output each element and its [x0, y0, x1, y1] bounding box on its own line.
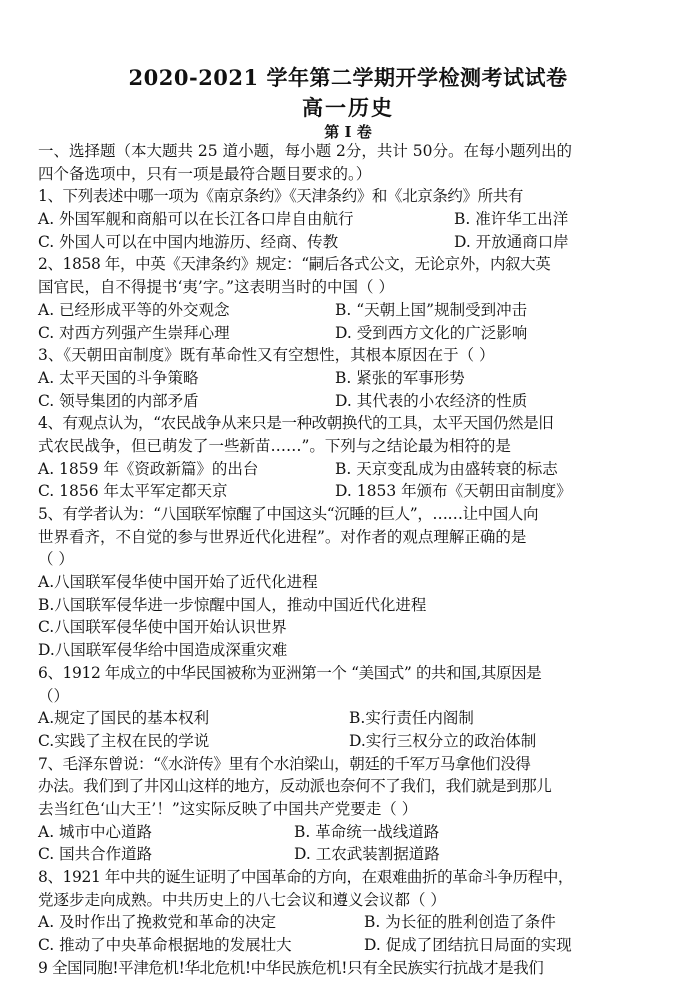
option-b: B. 紧张的军事形势	[335, 368, 465, 387]
option-c: C.八国联军侵华使中国开始认识世界	[38, 618, 287, 637]
option-a: A. 1859 年《资政新篇》的出台	[38, 459, 259, 478]
question-stem: 8、1921 年中共的诞生证明了中国革命的方向，在艰难曲折的革命斗争历程中，	[38, 868, 574, 886]
question-stem: 国官民，自不得提书‘夷’字。”这表明当时的中国（ ）	[38, 278, 394, 297]
option-d: D. 其代表的小农经济的性质	[335, 391, 528, 410]
option-b: B.八国联军侵华进一步惊醒中国人，推动中国近代化进程	[38, 595, 427, 614]
option-c: C. 国共合作道路	[38, 845, 153, 864]
option-c: C. 外国人可以在中国内地游历、经商、传教	[38, 232, 339, 251]
option-a: A. 已经形成平等的外交观念	[38, 300, 230, 319]
option-row	[38, 322, 663, 345]
option-row	[38, 934, 663, 957]
option-d: D. 开放通商口岸	[454, 232, 569, 251]
option-row	[38, 480, 663, 503]
option-a: A. 及时作出了挽救党和革命的决定	[38, 913, 277, 932]
option-row	[38, 367, 663, 390]
exam-body	[38, 140, 663, 979]
option-c: C. 领导集团的内部矛盾	[38, 391, 199, 410]
question-stem: 7、毛泽东曾说：“《水浒传》里有个水泊梁山，朝廷的千军万马拿他们没得	[38, 754, 531, 773]
option-b: B. 为长征的胜利创造了条件	[364, 913, 556, 932]
option-c: C. 对西方列强产生崇拜心理	[38, 323, 230, 342]
exam-subtitle: 高一历史	[302, 95, 394, 120]
option-row	[38, 707, 663, 730]
option-row	[38, 208, 663, 231]
question-stem: 9 全国同胞!平津危机!华北危机!中华民族危机!只有全民族实行抗战才是我们	[38, 958, 544, 977]
option-d: D. 工农武装割据道路	[294, 845, 440, 864]
option-row	[38, 821, 663, 844]
option-row	[38, 390, 663, 413]
option-row	[38, 843, 663, 866]
option-a: A.八国联军侵华使中国开始了近代化进程	[38, 573, 318, 592]
option-row	[38, 911, 663, 934]
option-b: B. 革命统一战线道路	[294, 822, 440, 841]
question-stem: 2、1858 年，中英《天津条约》规定：“嗣后各式公文，无论京外，内叙大英	[38, 255, 551, 274]
option-a: A. 外国军舰和商船可以在长江各口岸自由航行	[38, 210, 354, 229]
option-b: B.实行责任内阁制	[349, 709, 474, 728]
question-stem: 5、有学者认为：“八国联军惊醒了中国这头“沉睡的巨人”，……让中国人向	[38, 505, 539, 523]
option-b: B. 准许华工出洋	[454, 210, 569, 229]
question-stem: 1、下列表述中哪一项为《南京条约》《天津条约》和《北京条约》所共有	[38, 187, 523, 206]
option-d: D.八国联军侵华给中国造成深重灾难	[38, 641, 288, 660]
option-a: A. 城市中心道路	[38, 822, 153, 841]
volume-label: 第 I 卷	[324, 123, 372, 141]
question-stem: 6、1912 年成立的中华民国被称为亚洲第一个 “美国式” 的共和国,其原因是	[38, 663, 542, 682]
option-row	[38, 299, 663, 322]
option-d: D. 促成了团结抗日局面的实现	[364, 936, 572, 955]
option-a: A. 太平天国的斗争策略	[38, 368, 199, 387]
answer-blank: （ ）	[38, 550, 74, 569]
option-d: D. 1853 年颁布《天朝田亩制度》	[335, 482, 572, 501]
option-d: D. 受到西方文化的广泛影响	[335, 323, 528, 342]
option-b: B. 天京变乱成为由盛转衰的标志	[335, 459, 558, 478]
option-c: C.实践了主权在民的学说	[38, 731, 210, 750]
option-row	[38, 458, 663, 481]
question-stem: 党逐步走向成熟。中共历史上的八七会议和遵义会议都（ ）	[38, 890, 446, 909]
option-c: C. 1856 年太平军定都天京	[38, 482, 228, 501]
option-row	[38, 231, 663, 254]
question-stem: 式农民战争，但已萌发了一些新苗……”。下列与之结论最为相符的是	[38, 436, 511, 455]
section-instructions: 四个备选项中，只有一项是最符合题目要求的。）	[38, 164, 372, 183]
option-row	[38, 730, 663, 753]
option-d: D.实行三权分立的政治体制	[349, 731, 537, 750]
question-stem: 世界看齐，不自觉的参与世界近代化进程”。对作者的观点理解正确的是	[38, 527, 527, 546]
answer-blank: （）	[38, 686, 70, 705]
section-instructions: 一、选择题（本大题共 25 道小题，每小题 2分，共计 50分。在每小题列出的	[38, 142, 573, 160]
question-stem: 4、有观点认为，“农民战争从来只是一种改朝换代的工具，太平天国仍然是旧	[38, 414, 554, 433]
exam-title: 2020-2021 学年第二学期开学检测考试试卷	[128, 65, 568, 90]
option-a: A.规定了国民的基本权利	[38, 709, 210, 728]
option-c: C. 推动了中央革命根据地的发展壮大	[38, 936, 292, 955]
option-b: B. “天朝上国”规制受到冲击	[335, 300, 528, 319]
question-stem: 办法。我们到了井冈山这样的地方，反动派也奈何不了我们，我们就是到那儿	[38, 777, 552, 796]
question-stem: 去当红色‘山大王’！”这实际反映了中国共产党要走（ ）	[38, 799, 418, 818]
question-stem: 3、《天朝田亩制度》既有革命性又有空想性，其根本原因在于（ ）	[38, 346, 495, 365]
